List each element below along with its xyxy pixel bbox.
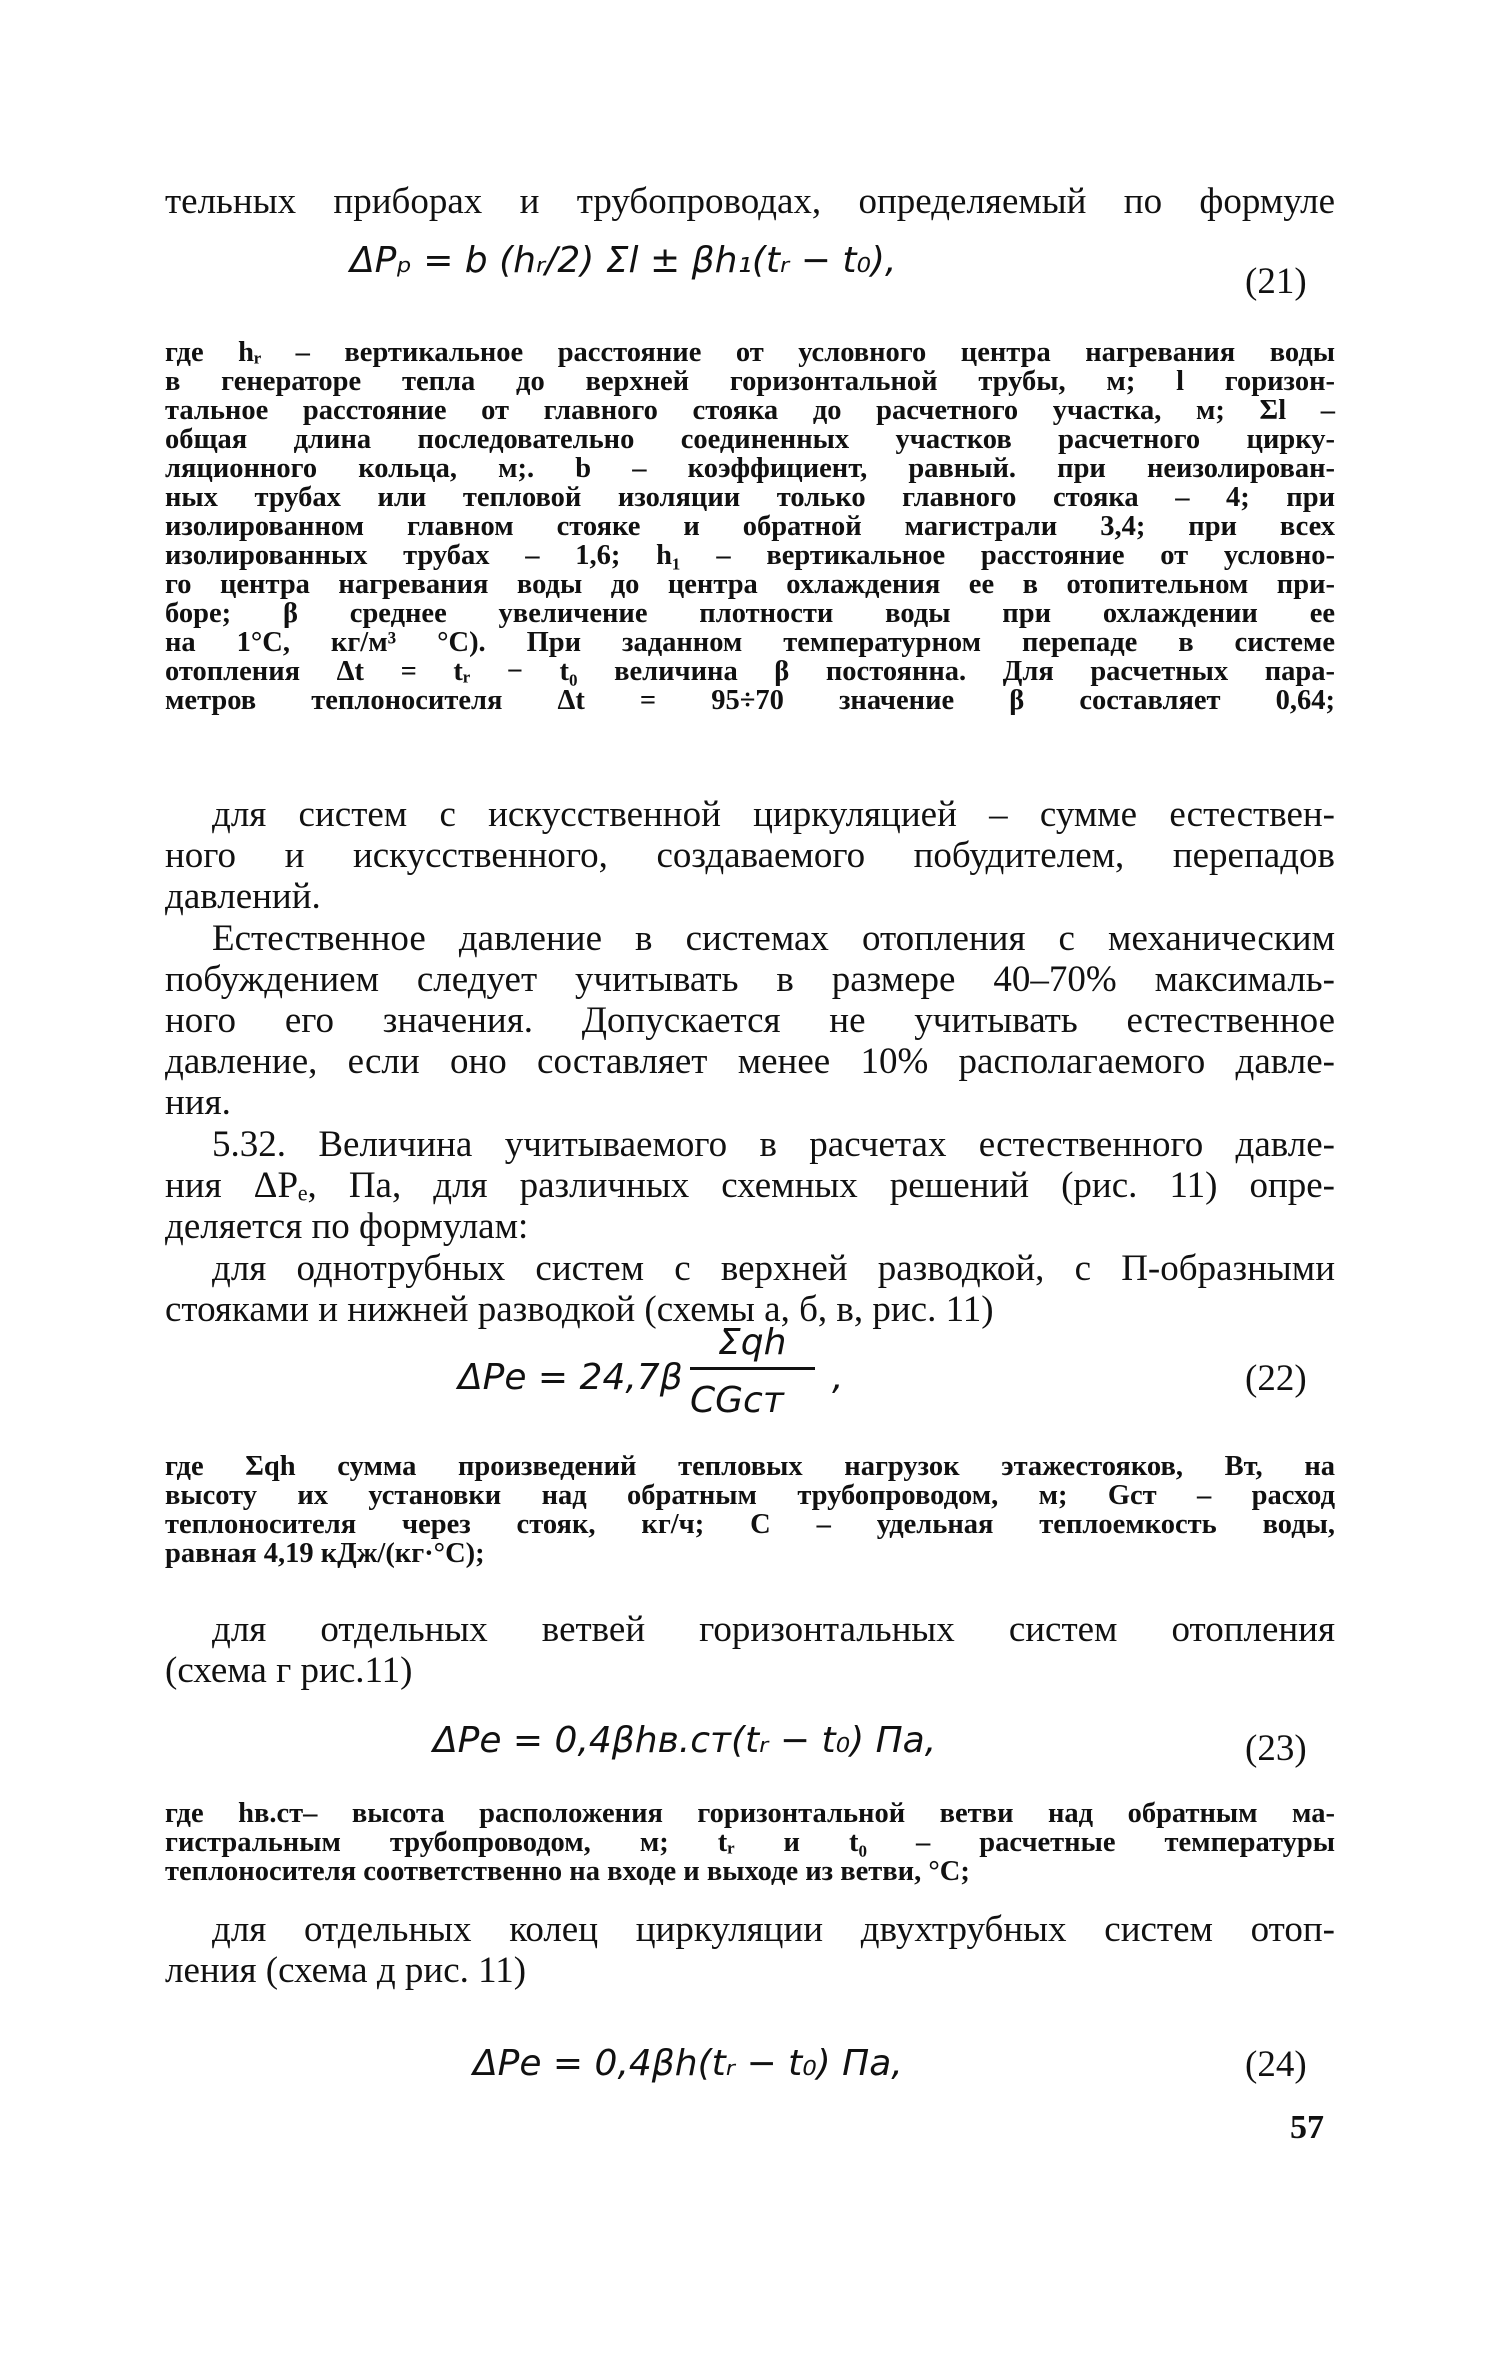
text-line: ного и искусственного, создаваемого побудителем, перепадов <box>165 835 1335 876</box>
definition-line: метров теплоносителя Δt = 95÷70 значение β составляет 0,64; <box>165 685 1335 716</box>
definition-line: теплоносителя соответственно на входе и выходе из ветви, °С; <box>165 1856 970 1887</box>
definition-line: гистральным трубопроводом, м; tᵣ и t₀ – расчетные температуры <box>165 1827 1335 1858</box>
equation-21-definitions <box>165 338 1335 715</box>
text-line: ления (схема д рис. 11) <box>165 1950 527 1991</box>
text-line: давление, если оно составляет менее 10% располагаемого давле- <box>165 1041 1335 1082</box>
definition-line: ляционного кольца, м;. b – коэффициент, равный. при неизолирован- <box>165 453 1335 484</box>
equation-24-number: (24) <box>1245 2044 1307 2085</box>
definition-line: равная 4,19 кДж/(кг·°С); <box>165 1538 485 1569</box>
definition-line: где hв.ст– высота расположения горизонтальной ветви над обратным ма- <box>165 1798 1335 1829</box>
definition-line: на 1°С, кг/м³ °С). При заданном температурном перепаде в системе <box>165 627 1335 658</box>
equation-21-number: (21) <box>1245 261 1307 302</box>
definition-line: боре; β среднее увеличение плотности воды при охлаждении ее <box>165 598 1335 629</box>
definition-line: изолированном главном стояке и обратной магистрали 3,4; при всех <box>165 511 1335 542</box>
equation-22-lhs: ΔPe = 24,7β <box>458 1357 683 1398</box>
equation-23: ΔPe = 0,4βhв.ст(tᵣ − t₀) Па, <box>433 1720 937 1761</box>
definition-line: в генераторе тепла до верхней горизонтальной трубы, м; l горизон- <box>165 366 1335 397</box>
paragraph-one-pipe-systems <box>165 1248 1335 1330</box>
text-line: деляется по формулам: <box>165 1206 529 1247</box>
text-line: (схема г рис.11) <box>165 1650 413 1691</box>
text-line: Естественное давление в системах отопления с механическим <box>212 918 1335 959</box>
paragraph-two-pipe-rings <box>165 1909 1335 1991</box>
definition-line: го центра нагревания воды до центра охлаждения ее в отопительном при- <box>165 569 1335 600</box>
text-line: 5.32. Величина учитываемого в расчетах естественного давле- <box>212 1124 1335 1165</box>
definition-line: высоту их установки над обратным трубопроводом, м; Gст – расход <box>165 1480 1335 1511</box>
text-line: для систем с искусственной циркуляцией – сумме естествен- <box>212 794 1335 835</box>
definition-line: где Σqh сумма произведений тепловых нагрузок этажестояков, Вт, на <box>165 1451 1335 1482</box>
text-line: ного его значения. Допускается не учитывать естественное <box>165 1000 1335 1041</box>
intro-line: тельных приборах и трубопроводах, определяемый по формуле <box>165 181 1335 222</box>
equation-22-definitions <box>165 1452 1335 1568</box>
text-line: для однотрубных систем с верхней разводкой, с П-образными <box>212 1248 1335 1289</box>
definition-line: где hᵣ – вертикальное расстояние от условного центра нагревания воды <box>165 337 1335 368</box>
equation-22-denominator: CGст <box>690 1380 784 1421</box>
text-line: для отдельных колец циркуляции двухтрубных систем отоп- <box>212 1909 1335 1950</box>
text-line: ния. <box>165 1082 231 1123</box>
definition-line: тальное расстояние от главного стояка до расчетного участка, м; Σl – <box>165 395 1335 426</box>
definition-line: общая длина последовательно соединенных участков расчетного цирку- <box>165 424 1335 455</box>
paragraph-horizontal-branches <box>165 1609 1335 1691</box>
text-line: для отдельных ветвей горизонтальных систем отопления <box>212 1609 1335 1650</box>
equation-23-number: (23) <box>1245 1728 1307 1769</box>
equation-22-comma: , <box>832 1357 844 1398</box>
text-line: стояками и нижней разводкой (схемы а, б, в, рис. 11) <box>165 1289 994 1330</box>
text-line: ния ΔPₑ, Па, для различных схемных решений (рис. 11) опре- <box>165 1165 1335 1206</box>
text-line: давлений. <box>165 876 321 917</box>
paragraph-artificial-circulation <box>165 794 1335 917</box>
definition-line: отопления Δt = tᵣ − t₀ величина β постоянна. Для расчетных пара- <box>165 656 1335 687</box>
definition-line: изолированных трубах – 1,6; h₁ – вертикальное расстояние от условно- <box>165 540 1335 571</box>
section-5-32 <box>165 1124 1335 1247</box>
paragraph-natural-pressure <box>165 918 1335 1123</box>
equation-23-definitions <box>165 1799 1335 1886</box>
fraction-bar <box>690 1367 815 1370</box>
page-number: 57 <box>1290 2109 1324 2146</box>
equation-22-numerator: Σqh <box>718 1322 787 1363</box>
definition-line: теплоносителя через стояк, кг/ч; C – удельная теплоемкость воды, <box>165 1509 1335 1540</box>
text-line: побуждением следует учитывать в размере 40–70% максималь- <box>165 959 1335 1000</box>
equation-21: ΔPₚ = b (hᵣ/2) Σl ± βh₁(tᵣ − t₀), <box>350 240 897 281</box>
equation-22-number: (22) <box>1245 1358 1307 1399</box>
definition-line: ных трубах или тепловой изоляции только главного стояка – 4; при <box>165 482 1335 513</box>
equation-24: ΔPe = 0,4βh(tᵣ − t₀) Па, <box>473 2043 903 2084</box>
